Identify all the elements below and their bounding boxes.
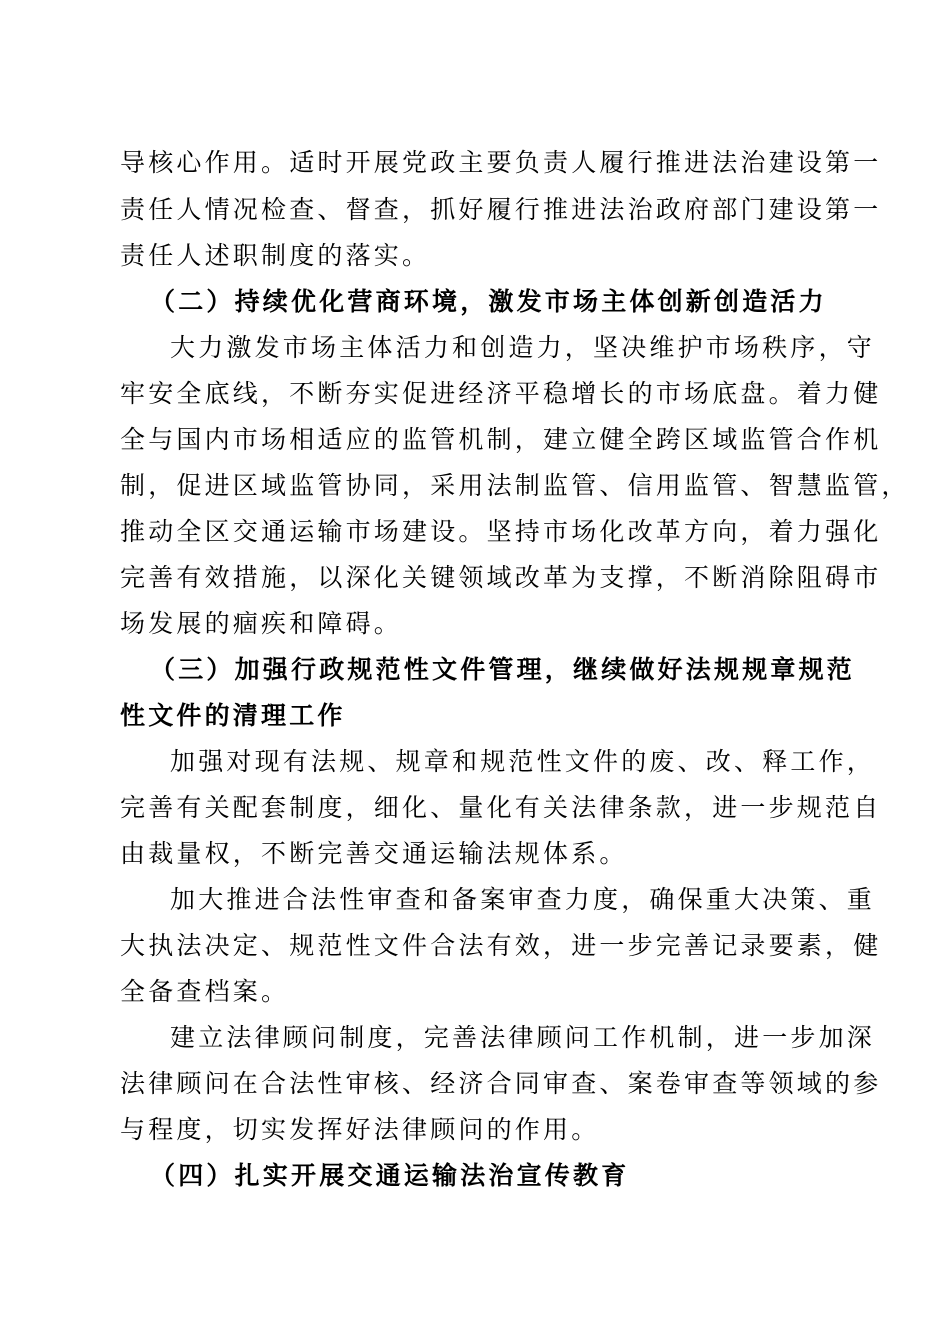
- body-line: 全与国内市场相适应的监管机制，建立健全跨区域监管合作机: [120, 425, 882, 454]
- body-line: 场发展的痼疾和障碍。: [120, 609, 403, 638]
- section-heading-continuation: 性文件的清理工作: [120, 701, 346, 730]
- body-line: 导核心作用。适时开展党政主要负责人履行推进法治建设第一: [120, 148, 882, 177]
- body-line: 推动全区交通运输市场建设。坚持市场化改革方向，着力强化: [120, 517, 882, 546]
- body-line: 大执法决定、规范性文件合法有效，进一步完善记录要素，健: [120, 931, 882, 960]
- body-line: 建立法律顾问制度，完善法律顾问工作机制，进一步加深: [170, 1023, 876, 1052]
- body-line: 制，促进区域监管协同，采用法制监管、信用监管、智慧监管，: [120, 471, 910, 500]
- body-line: 责任人述职制度的落实。: [120, 241, 431, 270]
- section-heading: （二）持续优化营商环境，激发市场主体创新创造活力: [150, 287, 827, 316]
- body-line: 完善有效措施，以深化关键领域改革为支撑，不断消除阻碍市: [120, 563, 882, 592]
- body-line: 由裁量权，不断完善交通运输法规体系。: [120, 839, 628, 868]
- body-line: 责任人情况检查、督查，抓好履行推进法治政府部门建设第一: [120, 195, 882, 224]
- section-heading: （四）扎实开展交通运输法治宣传教育: [150, 1161, 630, 1190]
- body-line: 全备查档案。: [120, 977, 290, 1006]
- body-line: 加强对现有法规、规章和规范性文件的废、改、释工作，: [170, 747, 876, 776]
- section-heading: （三）加强行政规范性文件管理，继续做好法规规章规范: [150, 655, 856, 684]
- body-line: 牢安全底线，不断夯实促进经济平稳增长的市场底盘。着力健: [120, 379, 882, 408]
- body-line: 大力激发市场主体活力和创造力，坚决维护市场秩序，守: [170, 333, 876, 362]
- body-line: 加大推进合法性审查和备案审查力度，确保重大决策、重: [170, 885, 876, 914]
- body-line: 与程度，切实发挥好法律顾问的作用。: [120, 1115, 600, 1144]
- body-line: 法律顾问在合法性审核、经济合同审查、案卷审查等领域的参: [120, 1069, 882, 1098]
- body-line: 完善有关配套制度，细化、量化有关法律条款，进一步规范自: [120, 793, 882, 822]
